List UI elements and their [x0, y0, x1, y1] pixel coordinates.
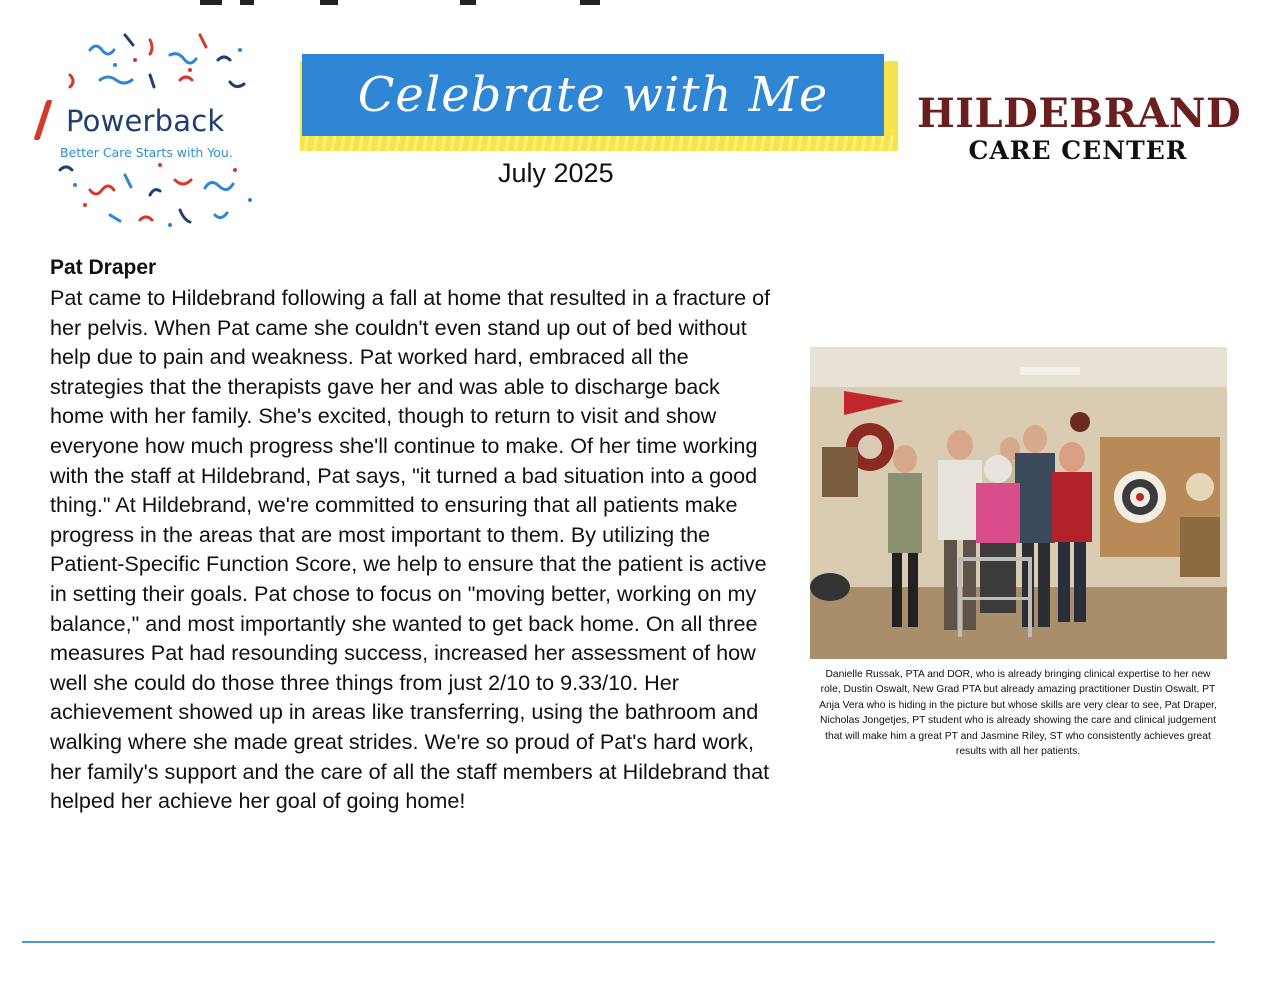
facility-subtitle: CARE CENTER: [968, 136, 1188, 165]
powerback-logo: [30, 20, 280, 240]
photo-caption: Danielle Russak, PTA and DOR, who is already bringing clinical expertise to her new role, Dustin Oswalt, New Grad PTA but already amazing practitioner Dustin Oswalt, PT Anja Vera who is hiding in the picture but whose skills are very clear to see, Pat Draper, Nicholas Jongetjes, PT student who is already showing the care and clinical judgement that will make him a great PT and Jasmine Riley, ST who consistently achieves great results with all her patients.: [819, 669, 1217, 758]
footer-rule: [22, 941, 1215, 943]
banner-blue-panel: [302, 54, 884, 136]
facility-name: HILDEBRAND: [917, 90, 1242, 137]
group-photo: [810, 347, 1227, 659]
celebrate-banner: [300, 53, 900, 153]
banner-title: Celebrate with Me: [357, 67, 829, 123]
story-patient-name: Pat Draper: [50, 256, 157, 279]
story-body: Pat came to Hildebrand following a fall at home that resulted in a fracture of her pelvis. When Pat came she couldn't even stand up out of bed without help due to pain and weakness. Pat worked hard, embraced all the strategies that the therapists gave her and was able to discharge back home with her family. She's excited, though to return to visit and show everyone how much progress she'll continue to make. Of her time working with the staff at Hildebrand, Pat says, "it turned a bad situation into a good thing." At Hildebrand, we're committed to ensuring that all patients make progress in the areas that are most important to them. By utilizing the Patient-Specific Function Score, we help to ensure that the patient is active in setting their goals. Pat chose to focus on "moving better, working on my balance," and most importantly she wanted to get back home. On all three measures Pat had resounding success, increased her assessment of how well she could do those three things from just 2/10 to 9.33/10. Her achievement showed up in areas like transferring, using the bathroom and walking where she made great strides. We're so proud of Pat's hard work, her family's support and the care of all the staff members at Hildebrand that helped her achieve her goal of going home!: [50, 285, 771, 814]
powerback-brand-name: Powerback: [66, 104, 225, 138]
powerback-tagline: Better Care Starts with You.: [60, 145, 233, 160]
cropped-header-fragment: [200, 0, 610, 6]
newsletter-date: July 2025: [498, 158, 614, 188]
